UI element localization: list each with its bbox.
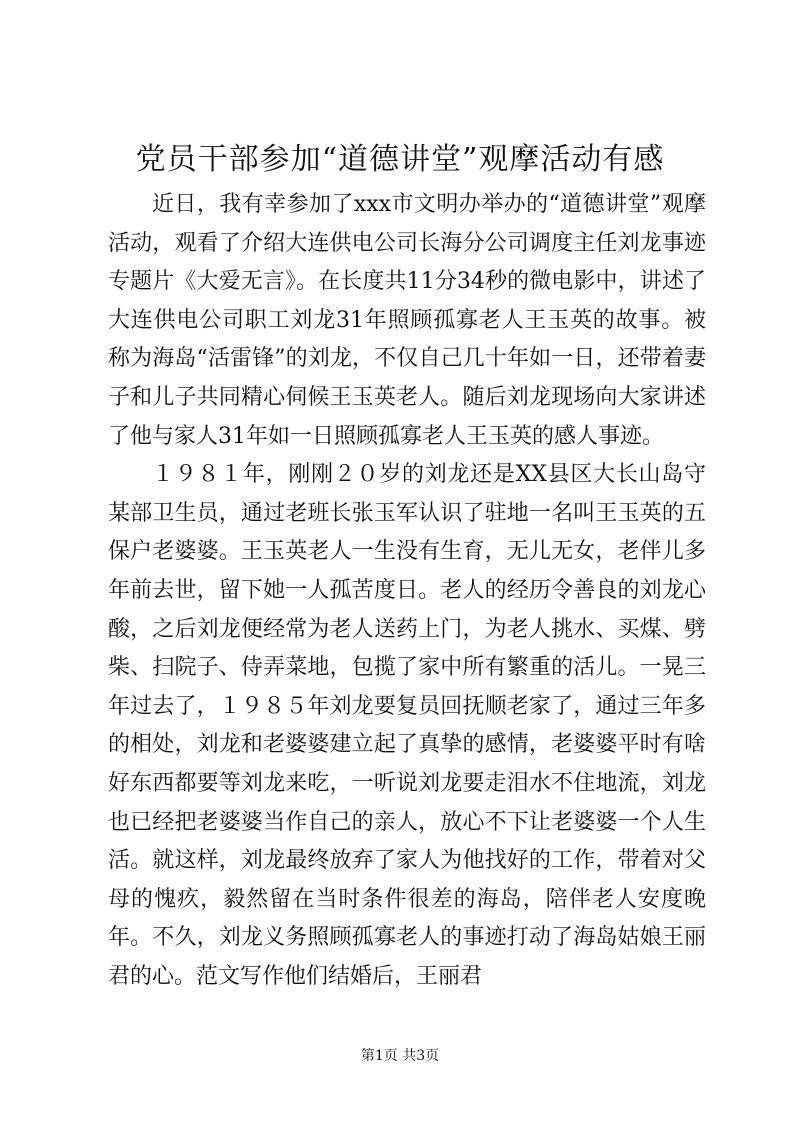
paragraph-2: １９８１年，刚刚２０岁的刘龙还是XX县区大长山岛守某部卫生员，通过老班长张玉军认识了驻地一名叫王玉英的五保户老婆婆。王玉英老人一生没有生育，无儿无女，老伴儿多年前去世，留下她一人孤苦度日。老人的经历令善良的刘龙心酸，之后刘龙便经常为老人送药上门，为老人挑水、买煤、劈柴、扫院子、侍弄菜地，包揽了家中所有繁重的活儿。一晃三年过去了，１９８５年刘龙要复员回抚顺老家了，通过三年多的相处，刘龙和老婆婆建立起了真挚的感情，老婆婆平时有啥好东西都要等刘龙来吃，一听说刘龙要走泪水不住地流，刘龙也已经把老婆婆当作自己的亲人，放心不下让老婆婆一个人生活。就这样，刘龙最终放弃了家人为他找好的工作，带着对父母的愧疚，毅然留在当时条件很差的海岛，陪伴老人安度晚年。不久，刘龙义务照顾孤寡老人的事迹打动了海岛姑娘王丽君的心。范文写作他们结婚后，王丽君 [108,462,706,989]
paragraph-1: 近日，我有幸参加了xxx市文明办举办的“道德讲堂”观摩活动，观看了介绍大连供电公司长海分公司调度主任刘龙事迹专题片《大爱无言》。在长度共11分34秒的微电影中，讲述了大连供电公司职工刘龙31年照顾孤寡老人王玉英的故事。被称为海岛“活雷锋”的刘龙，不仅自己几十年如一日，还带着妻子和儿子共同精心伺候王玉英老人。随后刘龙现场向大家讲述了他与家人31年如一日照顾孤寡老人王玉英的感人事迹。 [108,192,706,449]
document-body [108,186,706,996]
page-footer: 第1页 共3页 [360,1048,440,1064]
document-title: 党员干部参加“道德讲堂”观摩活动有感 [135,142,665,177]
